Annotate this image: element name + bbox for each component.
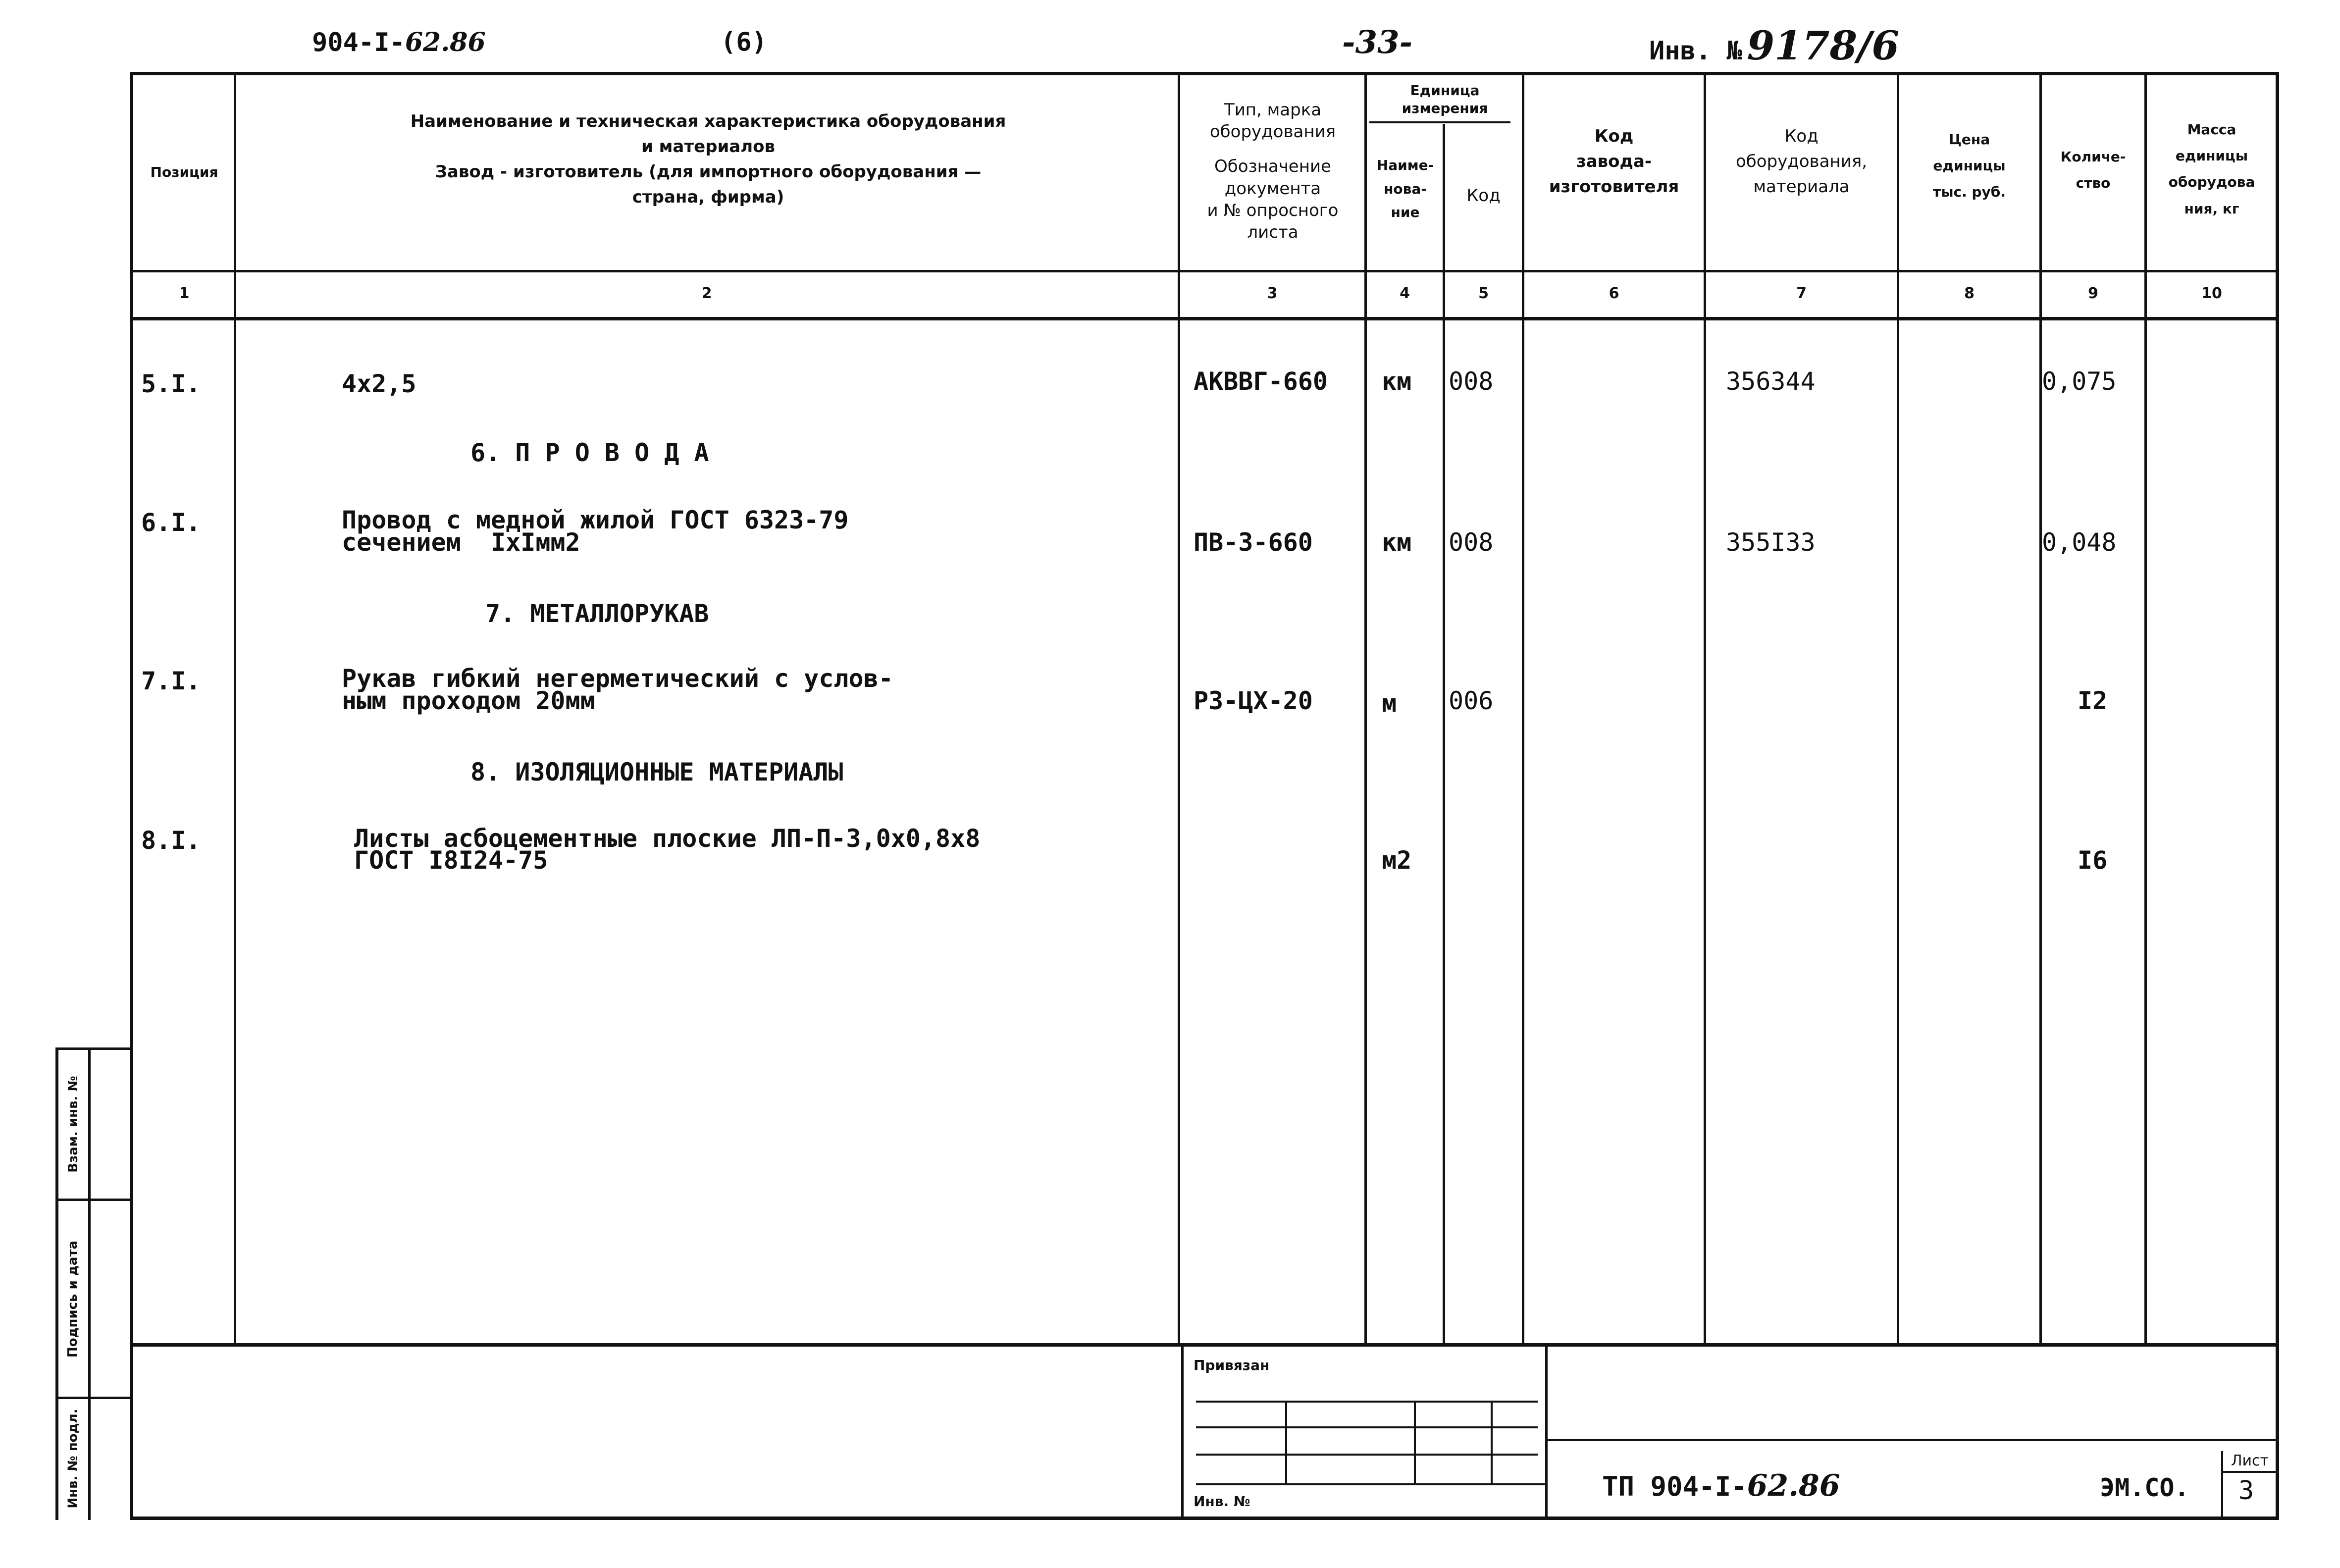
header-unit-group: [1367, 82, 1523, 118]
side-label-inv-box: [30, 1399, 116, 1518]
row-name-line1: 4х2,5: [342, 369, 416, 398]
header-unit-group-l2: измерения: [1402, 100, 1488, 117]
frame-top-line: [130, 72, 2279, 75]
unit-group-line: [1369, 121, 1510, 123]
header-type-b3: и № опросного: [1207, 200, 1339, 220]
stamp-grid-line-2: [1196, 1426, 1538, 1428]
colnum-9: 9: [2088, 285, 2098, 302]
stamp-sheet-divider: [2221, 1451, 2223, 1518]
side-label-podpis-box: [30, 1201, 116, 1397]
row-material-code: 356344: [1726, 367, 1816, 396]
stamp-grid-v-2: [1414, 1401, 1416, 1484]
header-mass-l1: Масса: [2187, 121, 2236, 138]
col-divider-7: [1897, 72, 1899, 1345]
stamp-top-line: [130, 1343, 2279, 1347]
row-type: ПВ-3-660: [1194, 528, 1313, 557]
colnum-3: 3: [1267, 285, 1278, 302]
header-bottom-line: [130, 270, 2279, 272]
colnum-1: 1: [179, 285, 190, 302]
stamp-privyazan: Привязан: [1194, 1357, 1270, 1373]
header-type-a2: оборудования: [1209, 122, 1336, 142]
row-unit-code: 006: [1449, 686, 1494, 715]
stamp-sheet-value: 3: [2238, 1476, 2254, 1506]
col-divider-3: [1364, 72, 1367, 1345]
side-label-podpis: Подпись и дата: [65, 1240, 81, 1358]
header-unit-group-l1: Единица: [1410, 82, 1480, 99]
header-material-code-l1: Код: [1784, 126, 1819, 146]
header-unit-name-l3: ние: [1391, 204, 1420, 221]
row-position: 7.I.: [141, 667, 201, 695]
row-unit-code: 008: [1449, 528, 1494, 557]
row-name-line1: Провод с медной жилой ГОСТ 6323-79: [342, 506, 849, 534]
frame-left-line: [130, 72, 133, 1520]
row-type: РЗ-ЦХ-20: [1194, 686, 1313, 715]
col-divider-6: [1704, 72, 1706, 1345]
row-name-line1: Листы асбоцементные плоские ЛП-П-3,0х0,8х8: [354, 824, 981, 853]
colnum-6: 6: [1609, 285, 1619, 302]
header-type: [1181, 99, 1364, 243]
header-price-l1: Цена: [1948, 131, 1990, 148]
row-quantity: I2: [2078, 686, 2108, 715]
row-name-line2: ГОСТ I8I24-75: [354, 846, 548, 875]
stamp-doc-code-prefix: ТП 904-I-: [1602, 1471, 1747, 1502]
doc-number: [312, 27, 486, 57]
header-type-b1: Обозначение: [1214, 157, 1331, 177]
row-position: 8.I.: [141, 826, 201, 855]
header-quantity-l2: ство: [2076, 175, 2111, 192]
header-plant-code: [1524, 124, 1704, 200]
header-unit-code: Код: [1466, 186, 1501, 206]
stamp-doc-code-suffix: 62.86: [1747, 1468, 1840, 1503]
colnum-7: 7: [1796, 285, 1807, 302]
stamp-grid-line-4: [1196, 1483, 1545, 1485]
col-divider-1: [234, 72, 236, 1345]
stamp-inv-no: Инв. №: [1194, 1493, 1250, 1510]
header-mass: [2147, 116, 2277, 222]
header-plant-code-l2: завода-: [1576, 152, 1652, 171]
row-name-line1: Рукав гибкий негерметический с услов-: [342, 664, 893, 693]
section-title-7: 7. МЕТАЛЛОРУКАВ: [485, 599, 709, 628]
header-plant-code-l1: Код: [1594, 126, 1634, 146]
header-material-code: [1706, 124, 1897, 200]
header-price: [1899, 126, 2039, 206]
stamp-grid-line-1: [1196, 1401, 1538, 1403]
row-unit: км: [1382, 367, 1412, 396]
header-quantity: [2042, 144, 2144, 196]
section-title-6: 6. П Р О В О Д А: [470, 438, 709, 467]
header-type-a1: Тип, марка: [1224, 100, 1322, 120]
header-mass-l3: оборудова: [2168, 174, 2255, 191]
row-name-line2: ным проходом 20мм: [342, 686, 595, 715]
col-divider-4: [1443, 124, 1445, 1345]
row-name-line2: сечением IхIмм2: [342, 528, 580, 557]
colnum-8: 8: [1964, 285, 1975, 302]
header-material-code-l3: материала: [1753, 177, 1850, 197]
doc-number-suffix: 62.86: [405, 27, 486, 57]
header-mass-l2: единицы: [2175, 148, 2248, 164]
header-name-line2: и материалов: [641, 137, 776, 157]
stamp-doc-code: [1602, 1468, 1840, 1503]
stamp-title-line: [1545, 1439, 2278, 1441]
colnum-10: 10: [2201, 285, 2222, 302]
sheet-index: (6): [721, 27, 767, 57]
header-name: [238, 109, 1179, 210]
row-position: 6.I.: [141, 508, 201, 537]
colnum-2: 2: [701, 285, 712, 302]
row-quantity: I6: [2078, 846, 2108, 875]
col-divider-5: [1522, 72, 1524, 1345]
header-quantity-l1: Количе-: [2060, 149, 2126, 165]
stamp-sheet-label: Лист: [2231, 1452, 2269, 1469]
header-unit-name-l1: Наиме-: [1376, 157, 1434, 173]
inventory-value: 9178/6: [1747, 22, 1900, 69]
header-mass-l4: ния, кг: [2184, 200, 2239, 217]
header-price-l3: тыс. руб.: [1932, 184, 2006, 201]
stamp-divider-right: [1545, 1343, 1548, 1518]
header-type-b2: документа: [1224, 178, 1321, 199]
page-number: -33-: [1342, 24, 1413, 61]
header-name-line1: Наименование и техническая характеристика оборудования: [410, 111, 1006, 131]
header-unit-name-l2: нова-: [1384, 180, 1427, 197]
header-unit-name: [1367, 154, 1444, 224]
stamp-grid-v-1: [1285, 1401, 1287, 1484]
header-position: Позиция: [150, 164, 218, 180]
col-divider-9: [2144, 72, 2147, 1345]
row-position: 5.I.: [141, 369, 201, 398]
row-unit-code: 008: [1449, 367, 1494, 396]
row-unit: м: [1382, 689, 1397, 718]
stamp-sheet-line: [2221, 1471, 2278, 1473]
col-divider-2: [1178, 72, 1180, 1345]
side-label-vzam-box: [30, 1050, 116, 1199]
row-unit: м2: [1382, 846, 1412, 875]
colnum-bottom-line: [130, 317, 2279, 320]
stamp-divider-left: [1181, 1343, 1184, 1518]
col-divider-8: [2039, 72, 2042, 1345]
frame-bottom-line: [130, 1516, 2279, 1520]
row-type: АКВВГ-660: [1194, 367, 1328, 396]
row-unit: км: [1382, 528, 1412, 557]
stamp-grid-v-3: [1491, 1401, 1493, 1484]
inventory-label: Инв. №: [1649, 36, 1742, 66]
inventory-number: [1649, 22, 1899, 69]
row-quantity: 0,048: [2042, 528, 2117, 557]
side-label-inv: Инв. № подл.: [65, 1409, 81, 1509]
header-type-b4: листа: [1247, 222, 1299, 242]
header-price-l2: единицы: [1933, 157, 2006, 174]
header-plant-code-l3: изготовителя: [1549, 177, 1679, 197]
row-material-code: 355I33: [1726, 528, 1816, 557]
header-material-code-l2: оборудования,: [1735, 152, 1868, 171]
colnum-5: 5: [1478, 285, 1489, 302]
row-quantity: 0,075: [2042, 367, 2117, 396]
stamp-grid-line-3: [1196, 1454, 1538, 1456]
header-name-line3: Завод - изготовитель (для импортного оборудования —: [435, 162, 982, 182]
colnum-4: 4: [1400, 285, 1410, 302]
stamp-doc-mark: ЭМ.СО.: [2100, 1473, 2189, 1502]
side-label-vzam: Взам. инв. №: [65, 1076, 81, 1173]
section-title-8: 8. ИЗОЛЯЦИОННЫЕ МАТЕРИАЛЫ: [470, 758, 843, 786]
doc-number-prefix: 904-I-: [312, 28, 405, 57]
header-name-line4: страна, фирма): [632, 187, 784, 207]
